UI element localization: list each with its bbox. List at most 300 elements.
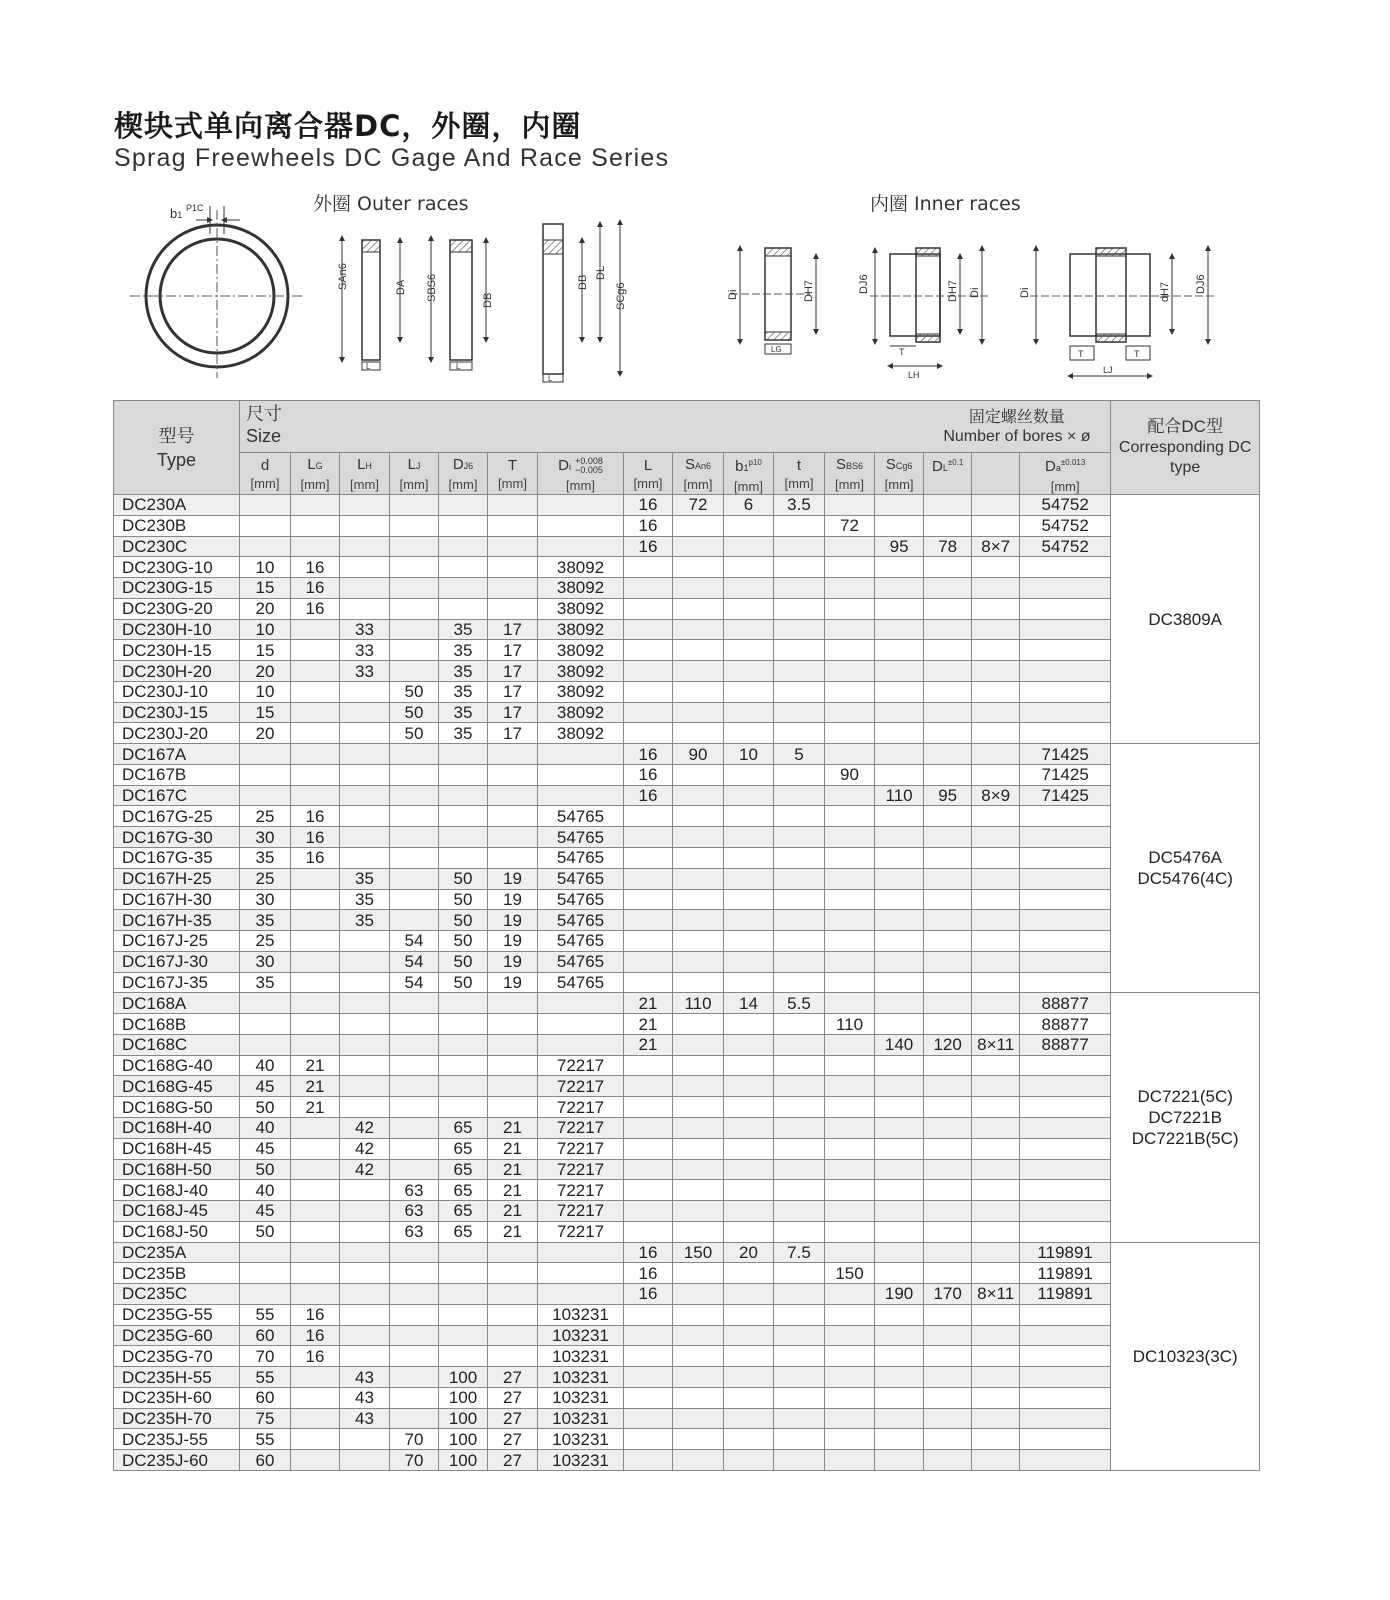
cell-d bbox=[240, 993, 291, 1014]
cell-san6 bbox=[673, 1097, 724, 1118]
cell-di: 54765 bbox=[538, 910, 624, 931]
cell-b1 bbox=[724, 1014, 774, 1035]
cell-lg: 21 bbox=[291, 1055, 340, 1076]
cell-lg bbox=[291, 661, 340, 682]
cell-b1 bbox=[724, 1201, 774, 1222]
table-row bbox=[114, 1159, 1260, 1180]
cell-t: 19 bbox=[488, 972, 538, 993]
cell-t-small bbox=[774, 681, 825, 702]
cell-dj6: 35 bbox=[439, 640, 488, 661]
cell-san6 bbox=[673, 931, 724, 952]
cell-lh: 33 bbox=[340, 661, 390, 682]
corresponding-type-label: DC5476A bbox=[1148, 848, 1223, 868]
cell-sbs6 bbox=[825, 661, 875, 682]
svg-text:DL: DL bbox=[595, 265, 607, 280]
cell-type: DC168C bbox=[114, 1034, 240, 1055]
cell-scg6 bbox=[875, 806, 924, 827]
cell-l bbox=[624, 1387, 673, 1408]
cell-dj6 bbox=[439, 1263, 488, 1284]
cell-dl bbox=[924, 661, 972, 682]
cell-lg bbox=[291, 1117, 340, 1138]
cell-b1 bbox=[724, 951, 774, 972]
cell-da bbox=[1020, 578, 1111, 599]
cell-lg bbox=[291, 515, 340, 536]
table-row bbox=[114, 515, 1260, 536]
cell-bores bbox=[972, 1014, 1020, 1035]
cell-l bbox=[624, 1097, 673, 1118]
cell-type: DC167J-35 bbox=[114, 972, 240, 993]
cell-t: 21 bbox=[488, 1221, 538, 1242]
cell-l bbox=[624, 578, 673, 599]
cell-l bbox=[624, 910, 673, 931]
cell-type: DC235H-60 bbox=[114, 1387, 240, 1408]
cell-t-small bbox=[774, 1201, 825, 1222]
cell-l bbox=[624, 640, 673, 661]
cell-di bbox=[538, 495, 624, 516]
cell-da: 71425 bbox=[1020, 785, 1111, 806]
cell-b1 bbox=[724, 702, 774, 723]
cell-lg bbox=[291, 495, 340, 516]
cell-t-small bbox=[774, 889, 825, 910]
cell-d bbox=[240, 536, 291, 557]
cell-t: 17 bbox=[488, 702, 538, 723]
cell-b1: 20 bbox=[724, 1242, 774, 1263]
cell-t: 17 bbox=[488, 619, 538, 640]
cell-t-small bbox=[774, 1450, 825, 1471]
cell-san6 bbox=[673, 848, 724, 869]
cell-d: 25 bbox=[240, 868, 291, 889]
cell-dj6: 100 bbox=[439, 1429, 488, 1450]
cell-bores bbox=[972, 1138, 1020, 1159]
cell-da: 71425 bbox=[1020, 764, 1111, 785]
cell-da bbox=[1020, 640, 1111, 661]
cell-scg6 bbox=[875, 1304, 924, 1325]
cell-sbs6: 72 bbox=[825, 515, 875, 536]
svg-text:Di: Di bbox=[727, 289, 739, 300]
cell-b1 bbox=[724, 557, 774, 578]
cell-lg bbox=[291, 1429, 340, 1450]
cell-sbs6 bbox=[825, 1325, 875, 1346]
cell-t: 17 bbox=[488, 723, 538, 744]
cell-l bbox=[624, 619, 673, 640]
cell-scg6: 110 bbox=[875, 785, 924, 806]
cell-type: DC230J-15 bbox=[114, 702, 240, 723]
cell-lj: 70 bbox=[390, 1450, 439, 1471]
cell-d: 60 bbox=[240, 1450, 291, 1471]
table-row bbox=[114, 640, 1260, 661]
outer-race-front-view bbox=[130, 203, 304, 378]
cell-da bbox=[1020, 702, 1111, 723]
cell-t bbox=[488, 536, 538, 557]
cell-type: DC167H-30 bbox=[114, 889, 240, 910]
cell-type: DC230C bbox=[114, 536, 240, 557]
cell-da bbox=[1020, 951, 1111, 972]
corresponding-dc-type bbox=[1111, 495, 1260, 744]
cell-lj bbox=[390, 910, 439, 931]
cell-b1 bbox=[724, 764, 774, 785]
cell-sbs6 bbox=[825, 1429, 875, 1450]
cell-d: 40 bbox=[240, 1055, 291, 1076]
svg-text:T: T bbox=[1078, 349, 1084, 359]
cell-scg6 bbox=[875, 1055, 924, 1076]
spec-table-wrapper bbox=[113, 400, 1259, 1471]
cell-t bbox=[488, 993, 538, 1014]
cell-dl bbox=[924, 1304, 972, 1325]
cell-d: 55 bbox=[240, 1304, 291, 1325]
cell-scg6 bbox=[875, 889, 924, 910]
cell-san6 bbox=[673, 515, 724, 536]
cell-type: DC168G-40 bbox=[114, 1055, 240, 1076]
table-row bbox=[114, 931, 1260, 952]
cell-bores bbox=[972, 931, 1020, 952]
cell-di bbox=[538, 1014, 624, 1035]
svg-text:L: L bbox=[456, 362, 461, 371]
cell-l bbox=[624, 1429, 673, 1450]
cell-type: DC168H-40 bbox=[114, 1117, 240, 1138]
cell-scg6 bbox=[875, 827, 924, 848]
corresponding-header-en: Corresponding DC type bbox=[1118, 439, 1252, 476]
cell-d bbox=[240, 495, 291, 516]
cell-bores bbox=[972, 1117, 1020, 1138]
cell-sbs6 bbox=[825, 1450, 875, 1471]
cell-san6 bbox=[673, 723, 724, 744]
cell-bores bbox=[972, 744, 1020, 765]
cell-scg6 bbox=[875, 1450, 924, 1471]
cell-type: DC230B bbox=[114, 515, 240, 536]
size-header-en: Size bbox=[246, 426, 282, 446]
type-header bbox=[114, 401, 240, 495]
cell-da bbox=[1020, 972, 1111, 993]
table-row bbox=[114, 1346, 1260, 1367]
cell-type: DC235J-60 bbox=[114, 1450, 240, 1471]
cell-dj6: 65 bbox=[439, 1201, 488, 1222]
cell-da bbox=[1020, 1055, 1111, 1076]
cell-l bbox=[624, 598, 673, 619]
cell-lg bbox=[291, 1180, 340, 1201]
cell-dj6 bbox=[439, 806, 488, 827]
cell-lj bbox=[390, 578, 439, 599]
cell-scg6 bbox=[875, 951, 924, 972]
cell-t-small bbox=[774, 1076, 825, 1097]
cell-l: 16 bbox=[624, 1263, 673, 1284]
cell-l bbox=[624, 1180, 673, 1201]
cell-t-small bbox=[774, 868, 825, 889]
cell-lh bbox=[340, 536, 390, 557]
table-row bbox=[114, 827, 1260, 848]
cell-lh bbox=[340, 1450, 390, 1471]
cell-dj6 bbox=[439, 515, 488, 536]
cell-san6 bbox=[673, 1180, 724, 1201]
cell-san6 bbox=[673, 1138, 724, 1159]
corresponding-type-label: DC5476(4C) bbox=[1137, 869, 1233, 889]
table-row bbox=[114, 785, 1260, 806]
cell-dl bbox=[924, 557, 972, 578]
cell-t-small bbox=[774, 661, 825, 682]
cell-da: 54752 bbox=[1020, 495, 1111, 516]
cell-scg6 bbox=[875, 1201, 924, 1222]
cell-lg bbox=[291, 1014, 340, 1035]
cell-dl bbox=[924, 1221, 972, 1242]
cell-b1 bbox=[724, 1180, 774, 1201]
cell-d: 50 bbox=[240, 1221, 291, 1242]
table-row bbox=[114, 702, 1260, 723]
cell-sbs6 bbox=[825, 1097, 875, 1118]
col-t: T [mm] bbox=[488, 453, 538, 495]
cell-bores bbox=[972, 578, 1020, 599]
cell-dj6 bbox=[439, 1242, 488, 1263]
cell-di: 38092 bbox=[538, 598, 624, 619]
cell-b1 bbox=[724, 910, 774, 931]
cell-lj bbox=[390, 1367, 439, 1388]
cell-l: 16 bbox=[624, 764, 673, 785]
cell-dl bbox=[924, 951, 972, 972]
cell-dj6: 35 bbox=[439, 723, 488, 744]
cell-l bbox=[624, 972, 673, 993]
cell-lj bbox=[390, 1014, 439, 1035]
cell-scg6: 190 bbox=[875, 1284, 924, 1305]
cell-lj: 54 bbox=[390, 951, 439, 972]
race-diagrams bbox=[110, 190, 1270, 390]
cell-l bbox=[624, 931, 673, 952]
cell-dj6: 65 bbox=[439, 1138, 488, 1159]
cell-lg bbox=[291, 1138, 340, 1159]
cell-d: 70 bbox=[240, 1346, 291, 1367]
cell-bores bbox=[972, 1304, 1020, 1325]
cell-lg bbox=[291, 723, 340, 744]
cell-san6 bbox=[673, 868, 724, 889]
cell-t: 27 bbox=[488, 1408, 538, 1429]
cell-lj bbox=[390, 889, 439, 910]
page-title-en: Sprag Freewheels DC Gage And Race Series bbox=[114, 144, 670, 172]
cell-t: 21 bbox=[488, 1180, 538, 1201]
table-row bbox=[114, 1055, 1260, 1076]
svg-text:LJ: LJ bbox=[1103, 365, 1113, 375]
cell-lh bbox=[340, 1429, 390, 1450]
cell-t-small bbox=[774, 557, 825, 578]
cell-t-small bbox=[774, 723, 825, 744]
cell-l bbox=[624, 1138, 673, 1159]
cell-t-small bbox=[774, 598, 825, 619]
cell-t-small bbox=[774, 1387, 825, 1408]
cell-lj: 50 bbox=[390, 723, 439, 744]
svg-text:L: L bbox=[366, 362, 371, 371]
cell-dl bbox=[924, 1201, 972, 1222]
cell-da bbox=[1020, 1201, 1111, 1222]
cell-lg bbox=[291, 536, 340, 557]
cell-d: 35 bbox=[240, 910, 291, 931]
cell-da bbox=[1020, 1367, 1111, 1388]
cell-lh bbox=[340, 972, 390, 993]
cell-l bbox=[624, 1076, 673, 1097]
size-header bbox=[240, 401, 924, 453]
cell-sbs6 bbox=[825, 972, 875, 993]
cell-type: DC235A bbox=[114, 1242, 240, 1263]
cell-t: 19 bbox=[488, 931, 538, 952]
cell-dj6 bbox=[439, 744, 488, 765]
cell-sbs6 bbox=[825, 1408, 875, 1429]
cell-dl bbox=[924, 1325, 972, 1346]
cell-lj: 50 bbox=[390, 681, 439, 702]
cell-dj6 bbox=[439, 578, 488, 599]
cell-l bbox=[624, 806, 673, 827]
cell-t bbox=[488, 744, 538, 765]
cell-t-small bbox=[774, 931, 825, 952]
cell-t-small bbox=[774, 785, 825, 806]
cell-sbs6 bbox=[825, 1221, 875, 1242]
cell-scg6 bbox=[875, 1408, 924, 1429]
cell-type: DC167G-25 bbox=[114, 806, 240, 827]
cell-b1 bbox=[724, 1325, 774, 1346]
cell-t: 21 bbox=[488, 1159, 538, 1180]
cell-dl bbox=[924, 1159, 972, 1180]
cell-san6 bbox=[673, 1450, 724, 1471]
cell-dl bbox=[924, 1429, 972, 1450]
cell-lj bbox=[390, 598, 439, 619]
cell-d: 15 bbox=[240, 640, 291, 661]
svg-text:DB: DB bbox=[482, 292, 494, 308]
spec-table bbox=[113, 400, 1260, 1471]
cell-di: 103231 bbox=[538, 1450, 624, 1471]
cell-bores bbox=[972, 889, 1020, 910]
cell-dj6: 35 bbox=[439, 661, 488, 682]
cell-scg6 bbox=[875, 1014, 924, 1035]
cell-da bbox=[1020, 661, 1111, 682]
cell-type: DC168B bbox=[114, 1014, 240, 1035]
cell-b1 bbox=[724, 1221, 774, 1242]
cell-d: 75 bbox=[240, 1408, 291, 1429]
cell-d: 30 bbox=[240, 951, 291, 972]
cell-di: 72217 bbox=[538, 1138, 624, 1159]
cell-lg bbox=[291, 931, 340, 952]
cell-sbs6 bbox=[825, 1117, 875, 1138]
cell-da bbox=[1020, 1117, 1111, 1138]
col-lj: LJ [mm] bbox=[390, 453, 439, 495]
cell-bores bbox=[972, 1055, 1020, 1076]
cell-san6 bbox=[673, 661, 724, 682]
cell-sbs6 bbox=[825, 1284, 875, 1305]
cell-t bbox=[488, 785, 538, 806]
cell-lj bbox=[390, 806, 439, 827]
cell-di: 72217 bbox=[538, 1076, 624, 1097]
cell-da bbox=[1020, 1138, 1111, 1159]
cell-lh bbox=[340, 598, 390, 619]
cell-bores bbox=[972, 951, 1020, 972]
cell-t bbox=[488, 557, 538, 578]
col-sbs6: SBS6 [mm] bbox=[825, 453, 875, 495]
cell-bores bbox=[972, 598, 1020, 619]
svg-text:DJ6: DJ6 bbox=[858, 274, 870, 294]
cell-sbs6 bbox=[825, 1367, 875, 1388]
cell-scg6 bbox=[875, 744, 924, 765]
cell-sbs6 bbox=[825, 1034, 875, 1055]
cell-type: DC235C bbox=[114, 1284, 240, 1305]
table-row bbox=[114, 1429, 1260, 1450]
cell-type: DC235B bbox=[114, 1263, 240, 1284]
cell-scg6 bbox=[875, 495, 924, 516]
cell-sbs6 bbox=[825, 744, 875, 765]
cell-da: 119891 bbox=[1020, 1284, 1111, 1305]
cell-lj bbox=[390, 993, 439, 1014]
cell-lh bbox=[340, 723, 390, 744]
cell-da bbox=[1020, 681, 1111, 702]
cell-lg bbox=[291, 681, 340, 702]
cell-dl bbox=[924, 889, 972, 910]
cell-t: 19 bbox=[488, 889, 538, 910]
cell-dl: 78 bbox=[924, 536, 972, 557]
cell-lg bbox=[291, 1387, 340, 1408]
cell-dl bbox=[924, 681, 972, 702]
cell-san6 bbox=[673, 1201, 724, 1222]
cell-bores bbox=[972, 1263, 1020, 1284]
cell-dl bbox=[924, 598, 972, 619]
cell-b1 bbox=[724, 1076, 774, 1097]
cell-san6: 72 bbox=[673, 495, 724, 516]
cell-dj6: 50 bbox=[439, 868, 488, 889]
table-row bbox=[114, 744, 1260, 765]
cell-scg6 bbox=[875, 1076, 924, 1097]
cell-b1 bbox=[724, 619, 774, 640]
cell-di: 54765 bbox=[538, 806, 624, 827]
cell-lj bbox=[390, 1304, 439, 1325]
cell-san6 bbox=[673, 785, 724, 806]
cell-scg6 bbox=[875, 1159, 924, 1180]
svg-text:DB: DB bbox=[577, 274, 589, 290]
cell-da bbox=[1020, 1180, 1111, 1201]
table-row bbox=[114, 1076, 1260, 1097]
cell-lj: 63 bbox=[390, 1201, 439, 1222]
cell-t bbox=[488, 598, 538, 619]
svg-text:LG: LG bbox=[771, 345, 782, 354]
outer-race-b-section bbox=[426, 238, 494, 371]
cell-lg: 16 bbox=[291, 1346, 340, 1367]
cell-b1 bbox=[724, 1138, 774, 1159]
cell-l bbox=[624, 1325, 673, 1346]
table-row bbox=[114, 495, 1260, 516]
cell-t-small bbox=[774, 1221, 825, 1242]
table-row bbox=[114, 868, 1260, 889]
cell-dj6 bbox=[439, 536, 488, 557]
cell-di bbox=[538, 536, 624, 557]
cell-type: DC167J-25 bbox=[114, 931, 240, 952]
cell-sbs6 bbox=[825, 557, 875, 578]
cell-lh: 42 bbox=[340, 1117, 390, 1138]
cell-t: 27 bbox=[488, 1387, 538, 1408]
cell-da bbox=[1020, 1076, 1111, 1097]
cell-dl bbox=[924, 1180, 972, 1201]
cell-bores bbox=[972, 910, 1020, 931]
cell-l bbox=[624, 868, 673, 889]
cell-l: 21 bbox=[624, 1034, 673, 1055]
cell-dj6 bbox=[439, 785, 488, 806]
cell-dj6: 100 bbox=[439, 1408, 488, 1429]
cell-dl bbox=[924, 1117, 972, 1138]
cell-di bbox=[538, 1242, 624, 1263]
cell-bores bbox=[972, 702, 1020, 723]
cell-dj6: 100 bbox=[439, 1367, 488, 1388]
cell-lj: 54 bbox=[390, 931, 439, 952]
cell-scg6 bbox=[875, 1138, 924, 1159]
cell-di: 54765 bbox=[538, 931, 624, 952]
table-row bbox=[114, 1325, 1260, 1346]
cell-lh bbox=[340, 578, 390, 599]
cell-san6 bbox=[673, 1387, 724, 1408]
cell-di: 38092 bbox=[538, 619, 624, 640]
cell-dl bbox=[924, 1138, 972, 1159]
cell-lh bbox=[340, 993, 390, 1014]
cell-d: 10 bbox=[240, 619, 291, 640]
cell-b1 bbox=[724, 1346, 774, 1367]
cell-lh bbox=[340, 785, 390, 806]
